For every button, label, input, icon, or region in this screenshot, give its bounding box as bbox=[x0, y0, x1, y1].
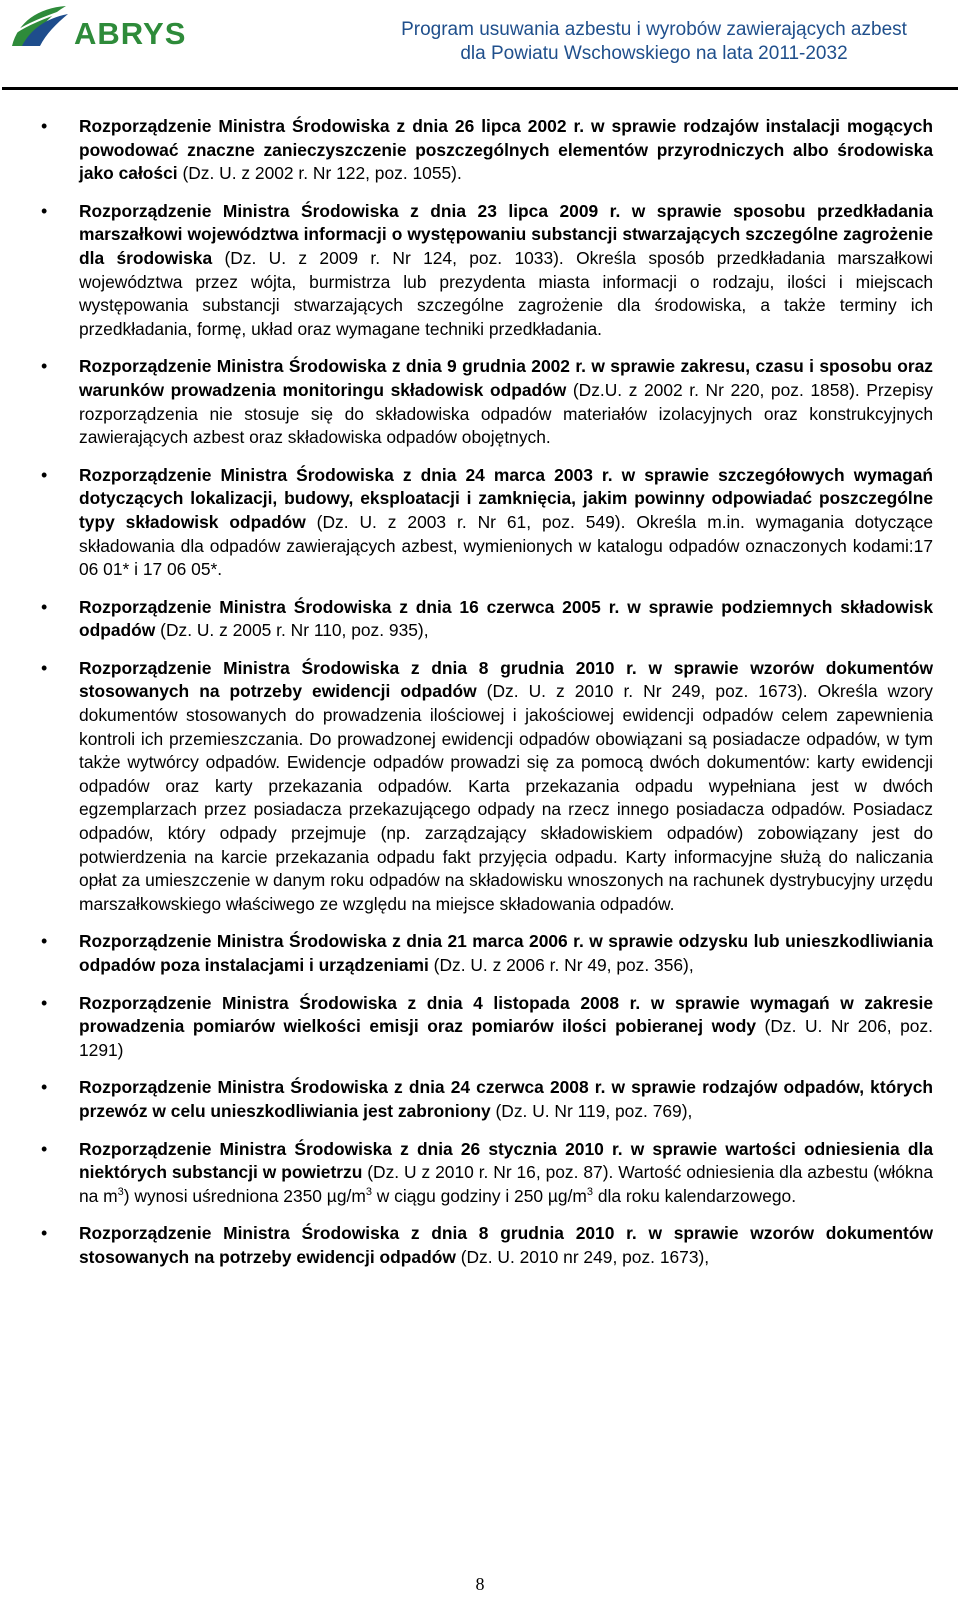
document-title-line2: dla Powiatu Wschowskiego na lata 2011-2032 bbox=[460, 43, 848, 64]
regulation-title: Rozporządzenie Ministra Środowiska z dnia 8 grudnia 2010 r. w sprawie wzorów dokumentów stosowanych na potrzeby ewidencji odpadów bbox=[79, 1223, 933, 1267]
header-divider bbox=[2, 87, 958, 90]
regulation-text: (Dz. U. 2010 nr 249, poz. 1673), bbox=[455, 1246, 710, 1267]
bullet-icon: • bbox=[41, 1077, 48, 1098]
list-item bbox=[33, 930, 933, 977]
list-item bbox=[33, 657, 933, 917]
page-header bbox=[0, 0, 960, 92]
bullet-icon: • bbox=[41, 657, 48, 678]
bullet-icon: • bbox=[41, 931, 48, 952]
regulation-text: (Dz. U. z 2002 r. Nr 122, poz. 1055). bbox=[177, 163, 462, 184]
bullet-icon: • bbox=[41, 1223, 48, 1244]
abrys-logo bbox=[8, 2, 194, 50]
regulation-title: Rozporządzenie Ministra Środowiska z dnia 26 lipca 2002 r. w sprawie rodzajów instalacji mogących powodować znaczne zanieczyszczenie poszczególnych elementów przyrodniczych albo środowiska jako całości bbox=[79, 116, 933, 184]
regulation-text: (Dz. U z 2010 r. Nr 16, poz. 87). Wartość odniesienia dla azbestu (włókna na m bbox=[79, 1162, 933, 1206]
list-item bbox=[33, 992, 933, 1063]
regulations-list-container bbox=[33, 115, 933, 1284]
list-item bbox=[33, 1138, 933, 1209]
bullet-icon: • bbox=[41, 464, 48, 485]
regulation-title: Rozporządzenie Ministra Środowiska z dnia 24 czerwca 2008 r. w sprawie rodzajów odpadów, których przewóz w celu unieszkodliwiania jest zabroniony bbox=[79, 1077, 933, 1121]
regulation-title: Rozporządzenie Ministra Środowiska z dnia 21 marca 2006 r. w sprawie odzysku lub unieszkodliwiania odpadów poza instalacjami i urządzeniami bbox=[79, 931, 933, 975]
regulation-text: (Dz.U. z 2002 r. Nr 220, poz. 1858). Przepisy rozporządzenia nie stosuje się do składowiska odpadów materiałów izolacyjnych oraz konstrukcyjnych zawierających azbest oraz składowiska odpadów obojętnych. bbox=[79, 379, 933, 448]
regulation-title: Rozporządzenie Ministra Środowiska z dnia 24 marca 2003 r. w sprawie szczegółowych wymagań dotyczących lokalizacji, budowy, eksploatacji i zamknięcia, jakim powinny odpowiadać poszczególne typy składowisk odpadów bbox=[79, 464, 933, 532]
bullet-icon: • bbox=[41, 992, 48, 1013]
regulation-title: Rozporządzenie Ministra Środowiska z dnia 4 listopada 2008 r. w sprawie wymagań w zakresie prowadzenia pomiarów wielkości emisji oraz pomiarów ilości pobieranej wody bbox=[79, 992, 933, 1037]
document-title-line1: Program usuwania azbestu i wyrobów zawierających azbest bbox=[401, 19, 907, 40]
regulations-list bbox=[33, 115, 933, 1270]
bullet-icon: • bbox=[41, 596, 48, 617]
bullet-icon: • bbox=[41, 356, 48, 377]
regulation-title: Rozporządzenie Ministra Środowiska z dnia 23 lipca 2009 r. w sprawie sposobu przedkładania marszałkowi województwa informacji o występowaniu substancji stwarzających szczególne zagrożenie dla środowiska bbox=[79, 200, 933, 268]
regulation-title: Rozporządzenie Ministra Środowiska z dnia 26 stycznia 2010 r. w sprawie wartości odniesienia dla niektórych substancji w powietrzu bbox=[79, 1138, 933, 1183]
document-title bbox=[374, 18, 934, 66]
regulation-title: Rozporządzenie Ministra Środowiska z dnia 16 czerwca 2005 r. w sprawie podziemnych składowisk odpadów bbox=[79, 596, 933, 641]
list-item bbox=[33, 115, 933, 186]
regulation-text: (Dz. U. z 2010 r. Nr 249, poz. 1673). Określa wzory dokumentów stosowanych do prowadzenia ilościowej i jakościowej ewidencji odpadów celem zapewnienia kontroli ich przemieszczania. Do prowadzonej ewidencji odpadów obowiązani są posiadacze odpadów, w tym także wytwórcy odpadów. Ewidencje odpadów prowadzi się za pomocą dwóch dokumentów: karty ewidencji odpadów oraz karty przekazania odpadów. Karta przekazania odpadu wypełniana jest w dwóch egzemplarzach przez posiadacza przekazującego odpady na rzecz innego posiadacza odpadów. Posiadacz odpadów, który odpady przejmuje (np. zarządzający składowiskiem odpadów) zobowiązany jest do potwierdzenia na karcie przekazania odpadu fakt przyjęcia odpadu. Karty informacyjne służą do naliczania opłat za umieszczenie w danym roku odpadów na składowisku wnoszonych na rachunek dystrybucyjny urzędu marszałkowskiego właściwego ze względu na miejsce składowania odpadów. bbox=[79, 681, 934, 914]
regulation-text: (Dz. U. z 2005 r. Nr 110, poz. 935), bbox=[155, 620, 429, 641]
bullet-icon: • bbox=[41, 1138, 48, 1159]
superscript: 3 bbox=[586, 1185, 594, 1198]
regulation-text: (Dz. U. z 2009 r. Nr 124, poz. 1033). Określa sposób przedkładania marszałkowi województwa przez wójta, burmistrza lub prezydenta miasta informacji o rodzaju, ilości i miejscach występowania substancji stwarzających szczególne zagrożenie dla środowiska, a także terminy ich przedkładania, formę, układ oraz wymagane techniki przedkładania. bbox=[79, 247, 934, 339]
list-item bbox=[33, 596, 933, 643]
list-item bbox=[33, 1222, 933, 1269]
superscript: 3 bbox=[365, 1185, 372, 1198]
page-number: 8 bbox=[475, 1574, 485, 1594]
list-item bbox=[33, 464, 933, 582]
regulation-text-continued: dla roku kalendarzowego. bbox=[593, 1185, 797, 1206]
list-item bbox=[33, 355, 933, 449]
bullet-icon: • bbox=[41, 200, 48, 221]
logo-text: ABRYS bbox=[74, 16, 187, 50]
list-item bbox=[33, 200, 933, 342]
superscript: 3 bbox=[117, 1185, 124, 1198]
regulation-text-continued: w ciągu godziny i 250 µg/m bbox=[371, 1185, 587, 1206]
regulation-title: Rozporządzenie Ministra Środowiska z dnia 8 grudnia 2010 r. w sprawie wzorów dokumentów stosowanych na potrzeby ewidencji odpadów bbox=[79, 657, 933, 702]
regulation-text-continued: ) wynosi uśredniona 2350 µg/m bbox=[123, 1185, 366, 1206]
bullet-icon: • bbox=[41, 116, 48, 136]
abrys-leaf-icon bbox=[8, 2, 194, 50]
list-item bbox=[33, 1076, 933, 1123]
regulation-text: (Dz. U. z 2003 r. Nr 61, poz. 549). Określa m.in. wymagania dotyczące składowania dla odpadów zawierających azbest, wymienionych w katalogu odpadów oznaczonych kodami:17 06 01* i 17 06 05*. bbox=[79, 511, 934, 580]
regulation-title: Rozporządzenie Ministra Środowiska z dnia 9 grudnia 2002 r. w sprawie zakresu, czasu i sposobu oraz warunków prowadzenia monitoringu składowisk odpadów bbox=[79, 356, 933, 400]
regulation-text: (Dz. U. Nr 206, poz. 1291) bbox=[79, 1016, 933, 1060]
regulation-text: (Dz. U. z 2006 r. Nr 49, poz. 356), bbox=[428, 955, 694, 975]
regulation-text: (Dz. U. Nr 119, poz. 769), bbox=[490, 1100, 693, 1121]
